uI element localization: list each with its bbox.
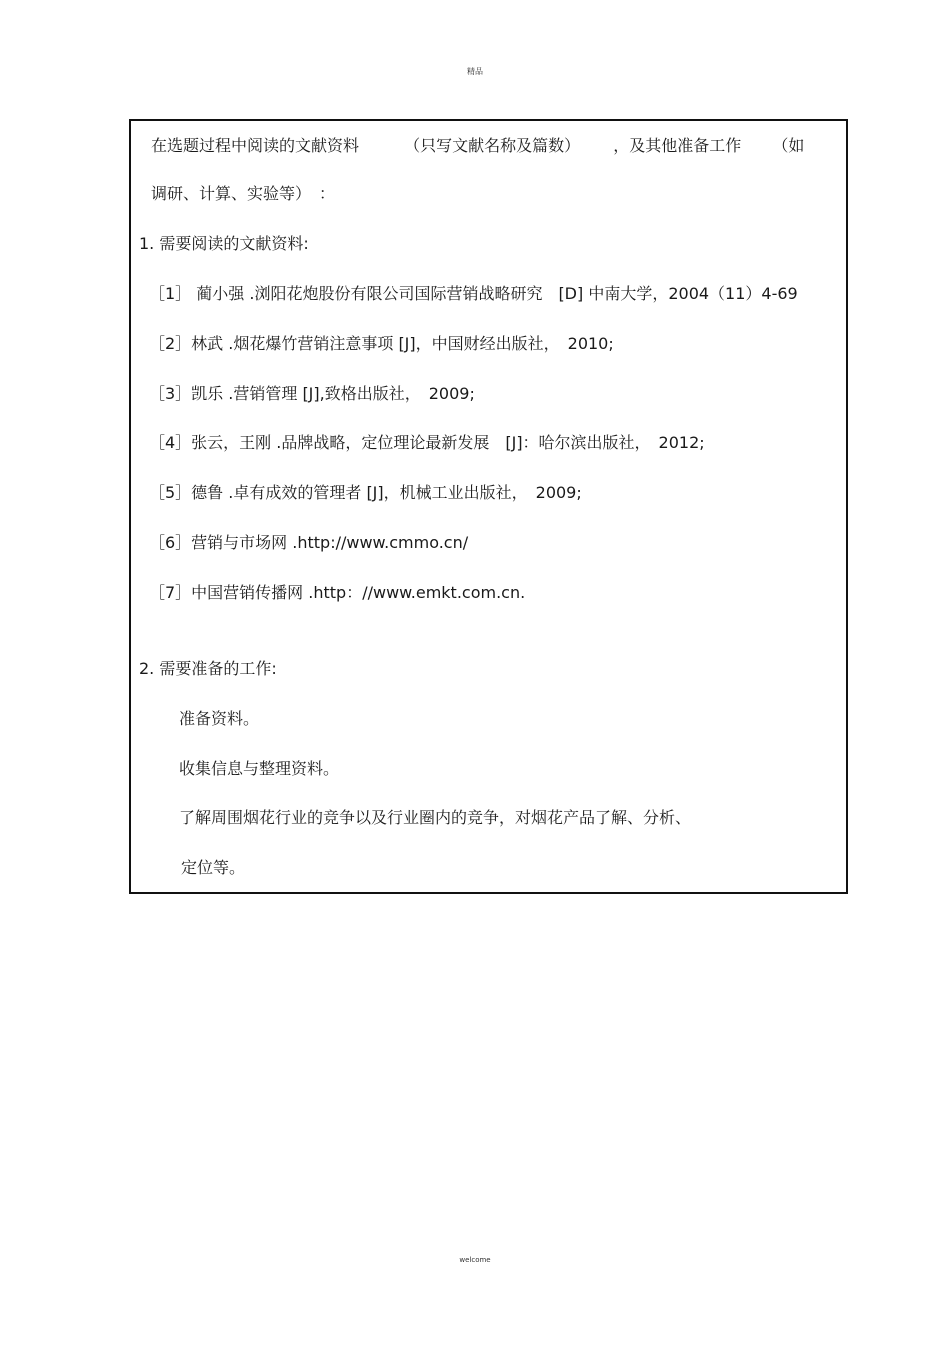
page-header-mark: 精品 [467,67,483,76]
reference-item-7: ［7］中国营销传播网 .http：//www.emkt.com.cn. [149,583,526,602]
reference-item-1: ［1］ 蔺小强 .浏阳花炮股份有限公司国际营销战略研究 [D] 中南大学，2004（11）4-69 [149,284,798,303]
reference-item-6: ［6］营销与市场网 .http://www.cmmo.cn/ [149,533,469,552]
intro-text-a: 在选题过程中阅读的文献资料 [151,136,360,155]
reference-item-4: ［4］张云，王刚 .品牌战略，定位理论最新发展 [J]：哈尔滨出版社， 2012; [149,433,705,452]
intro-text-b: （只写文献名称及篇数） [404,136,581,155]
task-item-4: 定位等。 [181,858,246,877]
intro-line-2: 调研、计算、实验等） ： [151,184,336,203]
intro-line-1 [151,136,835,156]
content-table-cell [129,119,848,894]
intro-text-c: ，及其他准备工作 [613,136,742,155]
section-2-title: 2. 需要准备的工作: [139,659,277,678]
task-item-2: 收集信息与整理资料。 [179,759,340,778]
reference-item-3: ［3］凯乐 .营销管理 [J],致格出版社， 2009; [149,384,475,403]
section-1-title: 1. 需要阅读的文献资料: [139,234,309,253]
intro-text-d: （如 [772,136,805,155]
page-footer-mark: welcome [459,1256,491,1264]
reference-item-5: ［5］德鲁 .卓有成效的管理者 [J]，机械工业出版社， 2009; [149,483,582,502]
reference-item-2: ［2］林武 .烟花爆竹营销注意事项 [J]，中国财经出版社， 2010; [149,334,614,353]
task-item-1: 准备资料。 [179,709,260,728]
task-item-3: 了解周围烟花行业的竞争以及行业圈内的竞争，对烟花产品了解、分析、 [179,808,692,827]
